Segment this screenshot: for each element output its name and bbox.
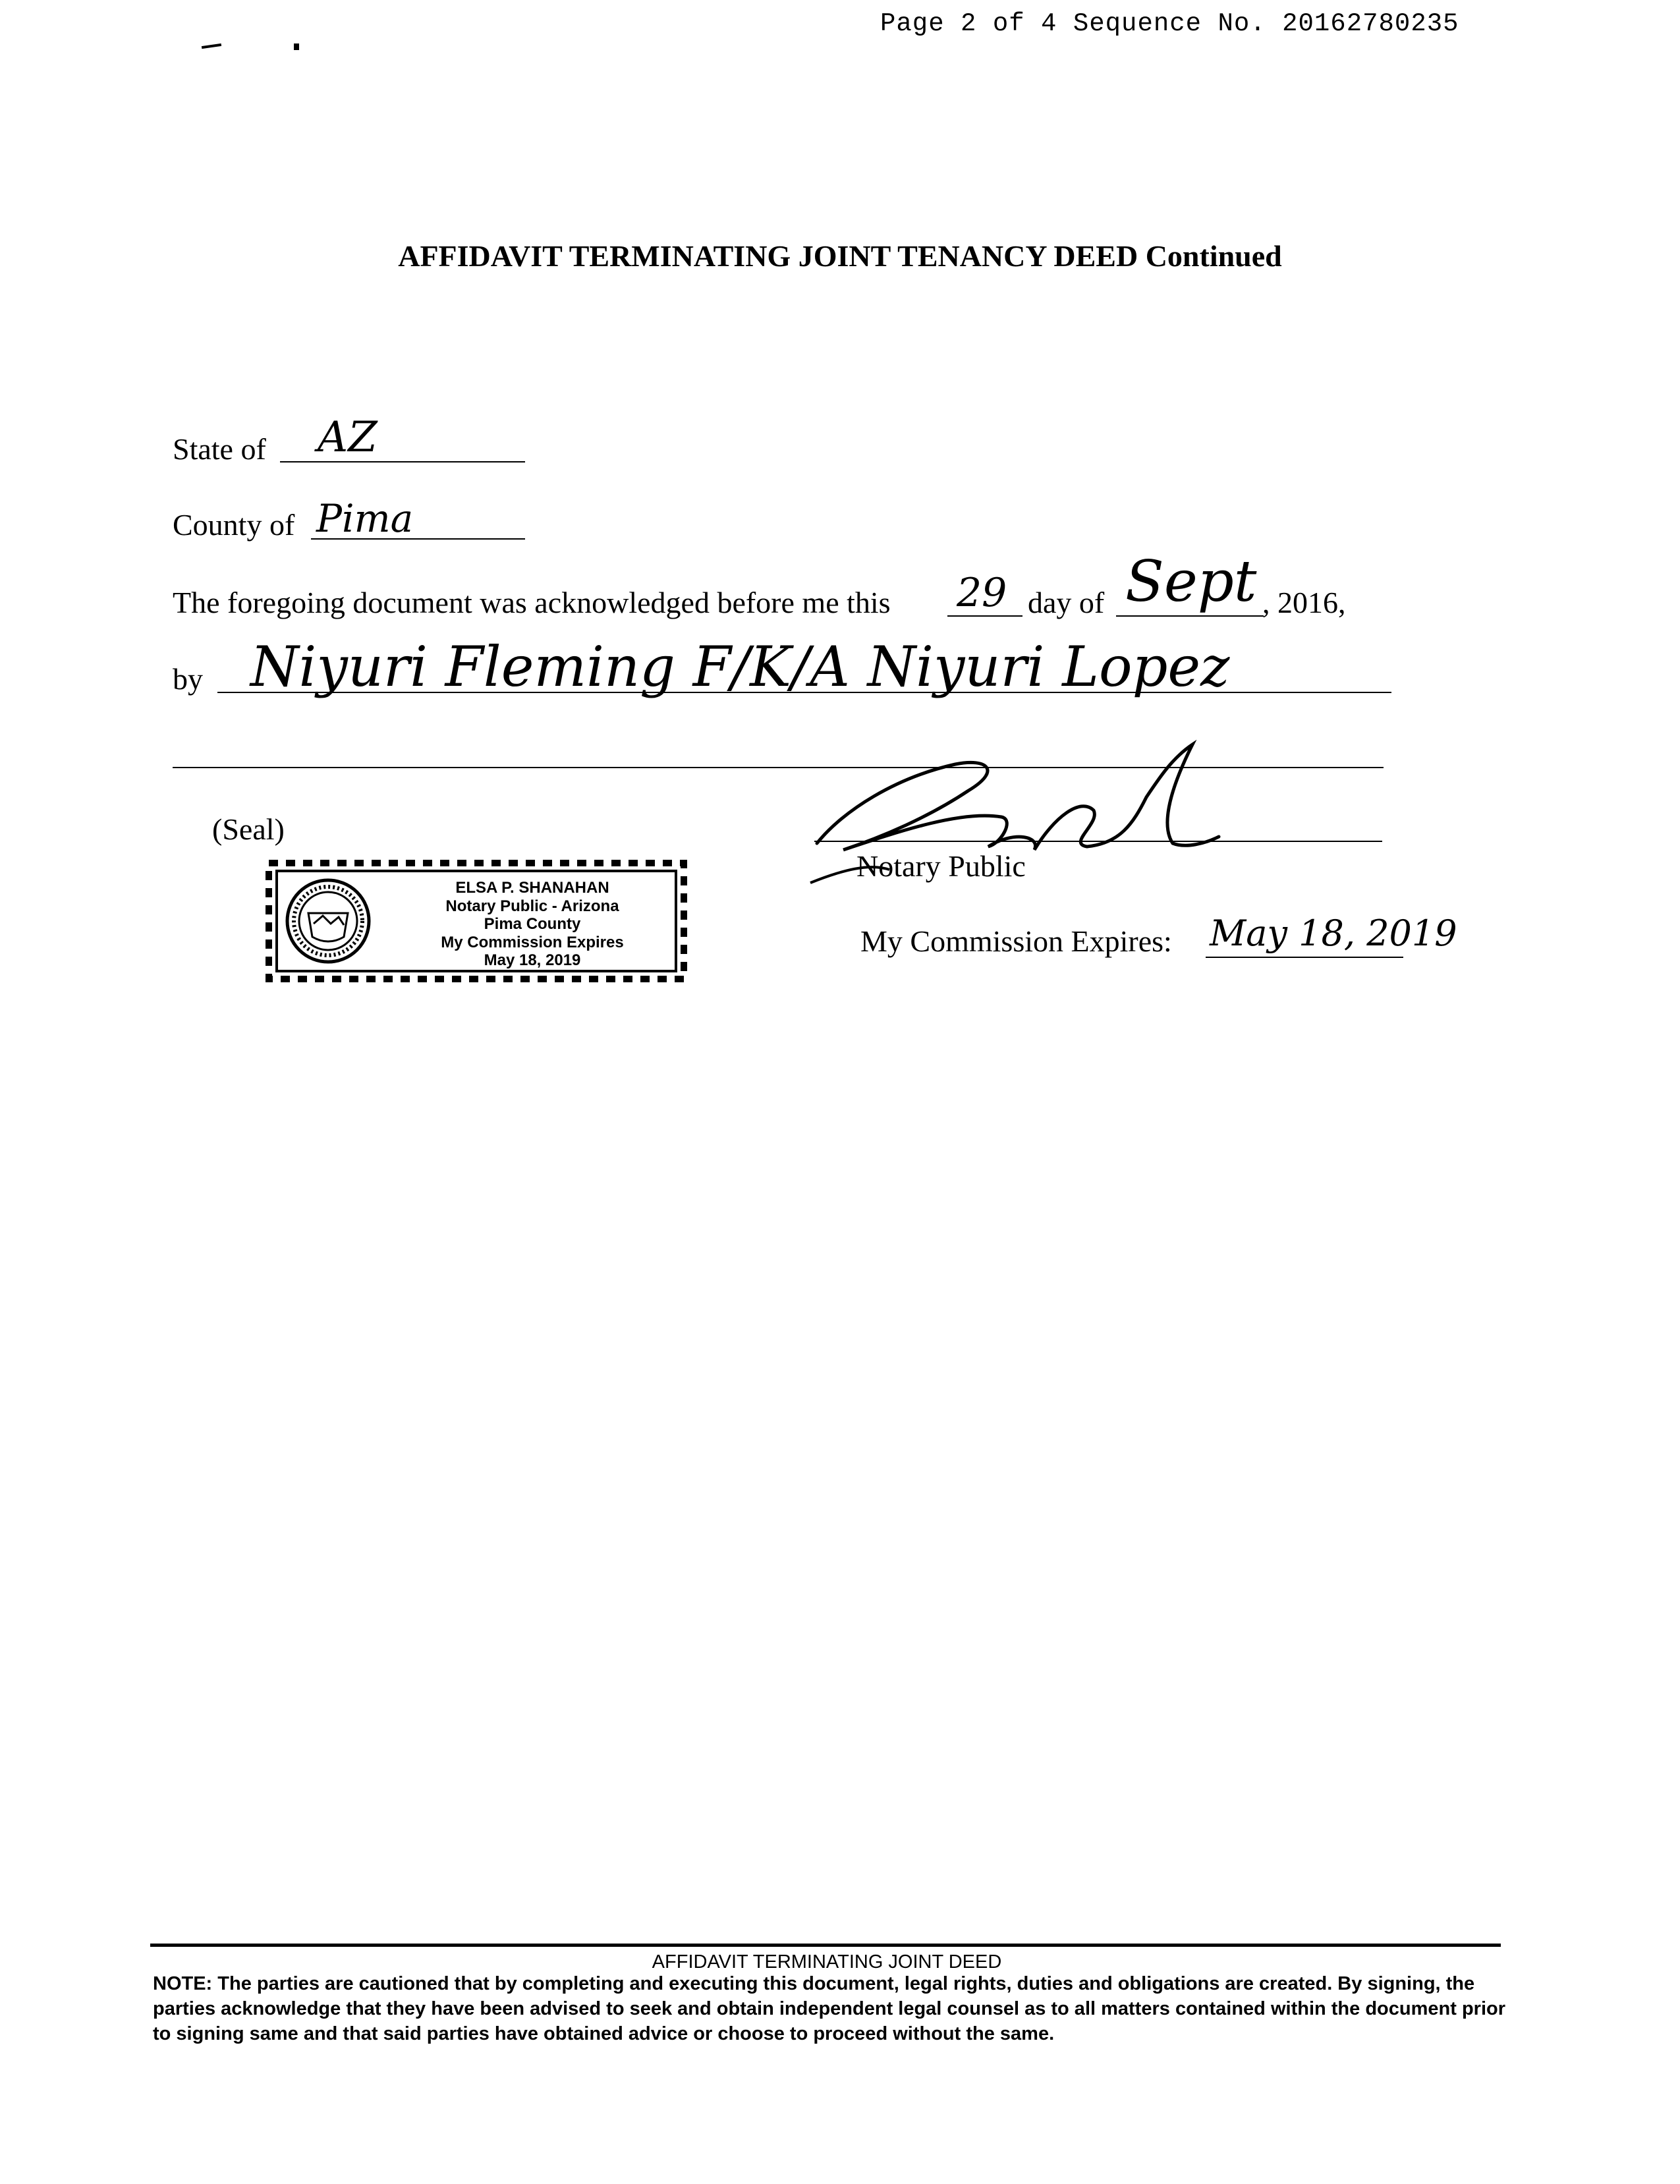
commission-underline bbox=[1206, 957, 1403, 958]
state-handwritten: AZ bbox=[318, 413, 378, 462]
commission-handwritten: May 18, 2019 bbox=[1210, 912, 1457, 954]
stamp-commission-label: My Commission Expires bbox=[441, 933, 624, 951]
month-handwritten: Sept bbox=[1125, 549, 1257, 615]
county-label: County of bbox=[173, 508, 295, 542]
state-label: State of bbox=[173, 432, 266, 466]
by-label: by bbox=[173, 662, 203, 696]
footer-rule bbox=[150, 1944, 1501, 1947]
month-underline bbox=[1116, 615, 1264, 617]
footer-title: AFFIDAVIT TERMINATING JOINT DEED bbox=[652, 1951, 1002, 1973]
commission-expires-label: My Commission Expires: bbox=[860, 924, 1172, 958]
scan-mark bbox=[202, 43, 221, 49]
page-sequence-header: Page 2 of 4 Sequence No. 20162780235 bbox=[880, 9, 1459, 38]
notary-signature-line bbox=[814, 841, 1382, 842]
county-handwritten: Pima bbox=[316, 496, 414, 541]
stamp-name: ELSA P. SHANAHAN bbox=[455, 879, 609, 897]
stamp-county: Pima County bbox=[484, 915, 581, 934]
day-handwritten: 29 bbox=[957, 570, 1007, 616]
scan-mark bbox=[294, 43, 299, 50]
notary-stamp bbox=[262, 853, 690, 988]
acknowledgment-prefix: The foregoing document was acknowledged before me this bbox=[173, 586, 891, 619]
by-handwritten-name: Niyuri Fleming F/K/A Niyuri Lopez bbox=[250, 634, 1230, 699]
day-of-label: day of bbox=[1028, 586, 1105, 619]
stamp-title: Notary Public - Arizona bbox=[445, 897, 619, 915]
page-title: AFFIDAVIT TERMINATING JOINT TENANCY DEED Continued bbox=[398, 239, 1282, 273]
notary-public-label: Notary Public bbox=[856, 849, 1026, 883]
year-text: , 2016, bbox=[1262, 586, 1346, 619]
footer-note: NOTE: The parties are cautioned that by completing and executing this document, legal rights, duties and obligations are created. By signing, the parties acknowledge that they have been advised to seek and obtain independent legal counsel as to all matters contained within the document prior to signing same and that said parties have obtained advice or choose to proceed without the same. bbox=[153, 1973, 1505, 2044]
seal-label: (Seal) bbox=[212, 812, 285, 846]
stamp-commission-date: May 18, 2019 bbox=[484, 951, 581, 970]
state-underline bbox=[280, 461, 525, 462]
